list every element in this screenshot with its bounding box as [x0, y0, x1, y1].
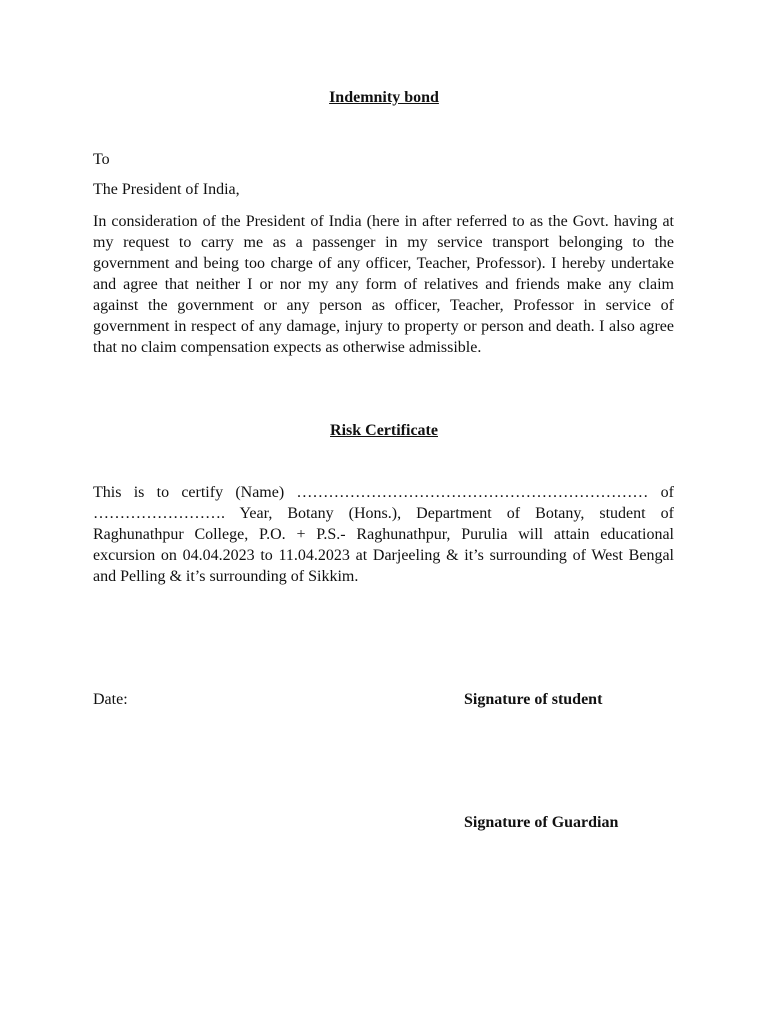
risk-certificate-title: Risk Certificate [330, 422, 438, 439]
addressee: The President of India, [93, 181, 240, 198]
risk-certificate-body: This is to certify (Name) ………………………………………………………… of ……………………. Year, Botany (Hons.), Department of Botany, student of Raghunathpur College, P.O. + P.S.- Raghunathpur, Purulia will attain educational excursion on 04.04.2023 to 11.04.2023 at Darjeeling & it’s surrounding of West Bengal and Pelling & it’s surrounding of Sikkim. [93, 484, 674, 585]
indemnity-body: In consideration of the President of India (here in after referred to as the Govt. having at my request to carry me as a passenger in my service transport belonging to the government and being too charge of any officer, Teacher, Professor). I hereby undertake and agree that neither I or nor my any form of relatives and friends make any claim against the government or any person as officer, Teacher, Professor in service of government in respect of any damage, injury to property or person and death. I also agree that no claim compensation expects as otherwise admissible. [93, 213, 674, 356]
indemnity-bond-title: Indemnity bond [329, 89, 439, 106]
student-signature-label: Signature of student [464, 691, 603, 708]
date-label: Date: [93, 691, 128, 708]
salutation-to: To [93, 151, 110, 168]
guardian-signature-label: Signature of Guardian [464, 814, 619, 831]
